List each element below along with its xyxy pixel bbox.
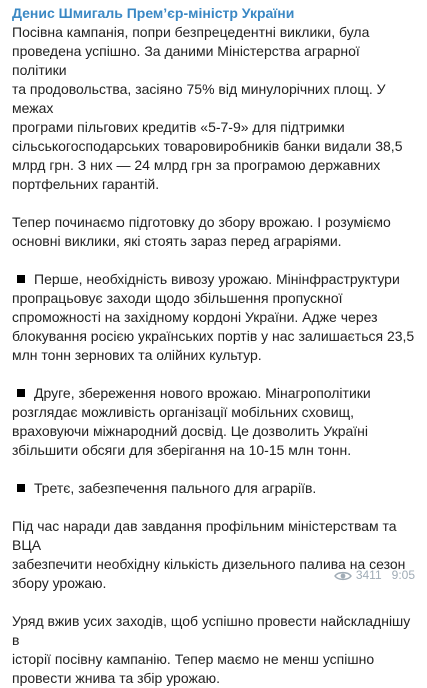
message-paragraph-5: [12, 479, 415, 498]
bullet-text-3: Третє, забезпечення пального для аграріїв.: [34, 480, 317, 496]
channel-sender-name[interactable]: Денис Шмигаль Прем’єр-міністр України: [12, 5, 295, 21]
paragraph-spacer: [12, 498, 415, 517]
view-count: 3411: [355, 568, 382, 582]
message-meta: [334, 566, 415, 585]
message-paragraph-1: Посівна кампанія, попри безпрецедентні виклики, була проведена успішно. За даними Міністерства аграрної політики та продовольства, засіяно 75% від минулорічних площ. У межах програми пільгових кредитів «5-7-9» для підтримки сільськогосподарських товаровиробників банки видали 38,5 млрд грн. З них — 24 млрд грн за програмою державних портфельних гарантій.: [12, 24, 403, 192]
black-square-icon: [17, 389, 25, 397]
paragraph-spacer: [12, 365, 415, 384]
paragraph-spacer: [12, 460, 415, 479]
message-paragraph-7: Уряд вжив усих заходів, щоб успішно провести найскладнішу в історії посівну кампанію. Тепер маємо не менш успішно провести жнива та збір урожаю.: [12, 613, 411, 686]
black-square-icon: [17, 275, 25, 283]
message-paragraph-3: [12, 270, 415, 365]
paragraph-spacer: [12, 593, 415, 612]
eye-icon: [334, 570, 352, 582]
message-paragraph-6: Під час наради дав завдання профільним міністерствам та ВЦА забезпечити необхідну кількість дизельного палива на сезон збору урожаю.: [12, 518, 406, 591]
bullet-text-2: Друге, збереження нового врожаю. Мінагрополітики розглядає можливість організації мобільних сховищ, враховуючи міжнародний досвід. Це дозволить Україні збільшити обсяги для зберігання на 10-15 млн тонн.: [12, 385, 371, 458]
paragraph-spacer: [12, 251, 415, 270]
message-paragraph-2: Тепер починаємо підготовку до збору врожаю. І розуміємо основні виклики, які стоять зараз перед аграріями.: [12, 214, 391, 249]
message-bubble: [0, 4, 427, 686]
bullet-text-1: Перше, необхідність вивозу урожаю. Мінінфраструктури пропрацьовує заходи щодо збільшення пропускної спроможності на західному кордоні України. Адже через блокування росією українських портів у нас залишається 23,5 млн тонн зернових та олійних культур.: [12, 271, 415, 363]
black-square-icon: [17, 484, 25, 492]
paragraph-spacer: [12, 194, 415, 213]
message-paragraph-4: [12, 384, 415, 460]
message-time: 9:05: [391, 568, 415, 582]
